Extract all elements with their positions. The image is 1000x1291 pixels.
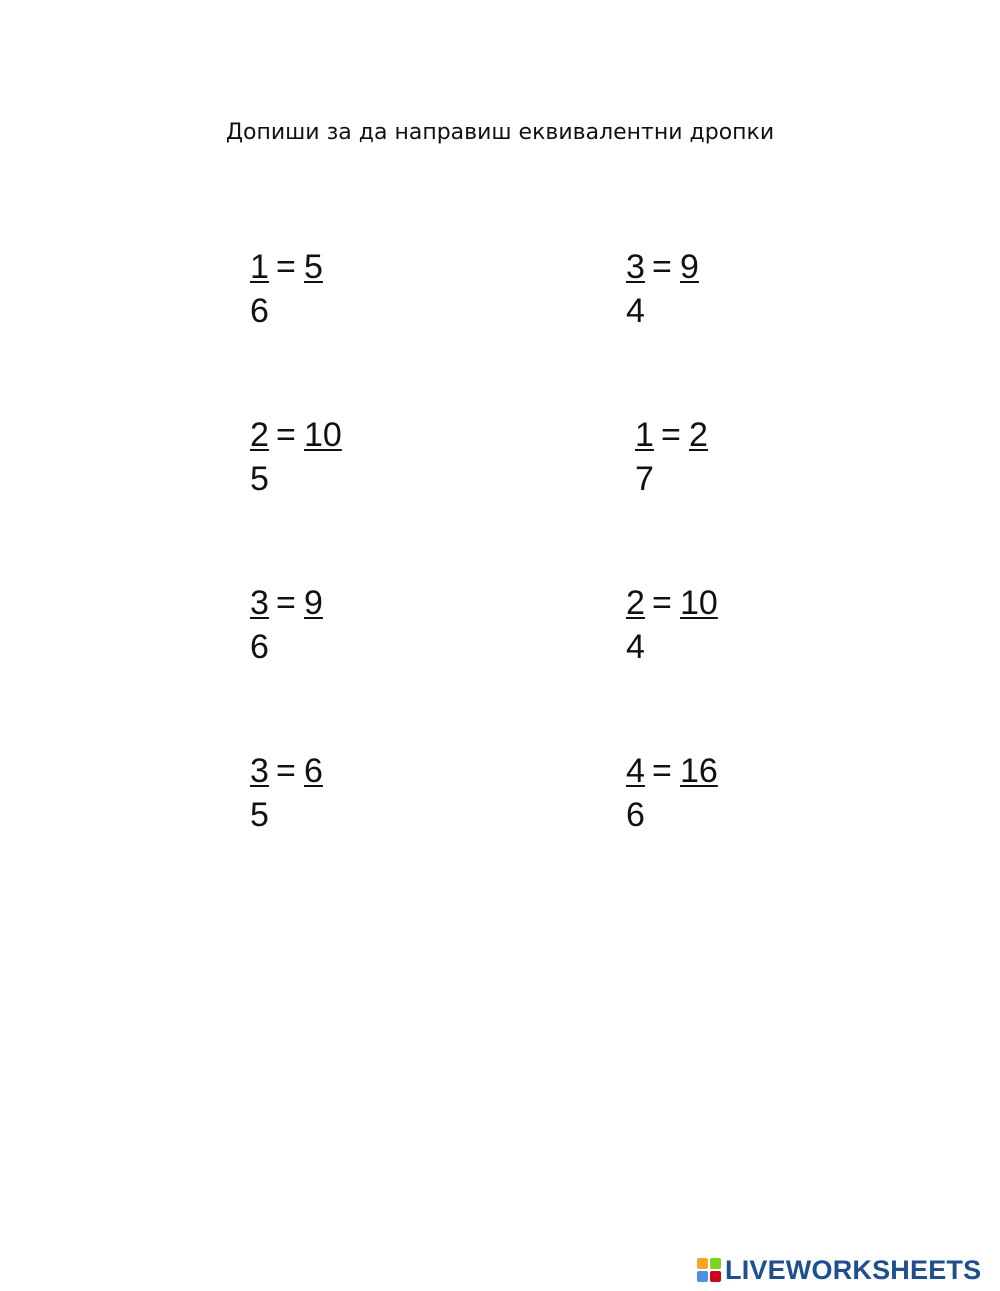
answer-denominator-input[interactable] [304,470,344,502]
equals-sign: = [276,752,296,790]
equals-sign: = [652,248,672,286]
answer-denominator-input[interactable] [680,806,720,838]
denominator: 4 [626,292,645,330]
answer-denominator-input[interactable] [689,470,729,502]
denominator: 6 [250,292,269,330]
denominator: 5 [250,796,269,834]
equivalent-numerator: 10 [304,416,342,454]
fraction-problem-6 [626,586,826,676]
logo-square-3 [697,1271,708,1282]
answer-denominator-input[interactable] [304,302,344,334]
fraction-problem-1 [250,250,450,340]
numerator: 2 [250,416,269,454]
equivalent-numerator: 2 [689,416,708,454]
answer-denominator-input[interactable] [680,302,720,334]
denominator: 7 [635,460,654,498]
equivalent-numerator: 16 [680,752,718,790]
numerator: 3 [250,584,269,622]
numerator: 1 [635,416,654,454]
worksheet-title: Допиши за да направиш еквивалентни дропки [225,120,775,145]
fraction-problem-2 [626,250,826,340]
equals-sign: = [276,416,296,454]
equals-sign: = [276,248,296,286]
logo-square-4 [710,1271,721,1282]
denominator: 4 [626,628,645,666]
liveworksheets-logo-icon [697,1258,721,1282]
fraction-problem-8 [626,754,826,844]
fraction-problem-7 [250,754,450,844]
numerator: 3 [626,248,645,286]
equivalent-numerator: 10 [680,584,718,622]
equivalent-numerator: 5 [304,248,323,286]
equivalent-numerator: 9 [304,584,323,622]
equivalent-numerator: 9 [680,248,699,286]
numerator: 3 [250,752,269,790]
logo-square-2 [710,1258,721,1269]
answer-denominator-input[interactable] [304,638,344,670]
equals-sign: = [276,584,296,622]
denominator: 6 [250,628,269,666]
fraction-problem-4 [635,418,835,508]
answer-denominator-input[interactable] [680,638,720,670]
fraction-problem-5 [250,586,450,676]
fraction-problem-3 [250,418,450,508]
equals-sign: = [652,752,672,790]
denominator: 5 [250,460,269,498]
equals-sign: = [652,584,672,622]
numerator: 2 [626,584,645,622]
equivalent-numerator: 6 [304,752,323,790]
numerator: 1 [250,248,269,286]
equals-sign: = [661,416,681,454]
logo-square-1 [697,1258,708,1269]
brand-name: LIVEWORKSHEETS [725,1254,982,1285]
answer-denominator-input[interactable] [304,806,344,838]
liveworksheets-brand [697,1256,981,1284]
numerator: 4 [626,752,645,790]
denominator: 6 [626,796,645,834]
